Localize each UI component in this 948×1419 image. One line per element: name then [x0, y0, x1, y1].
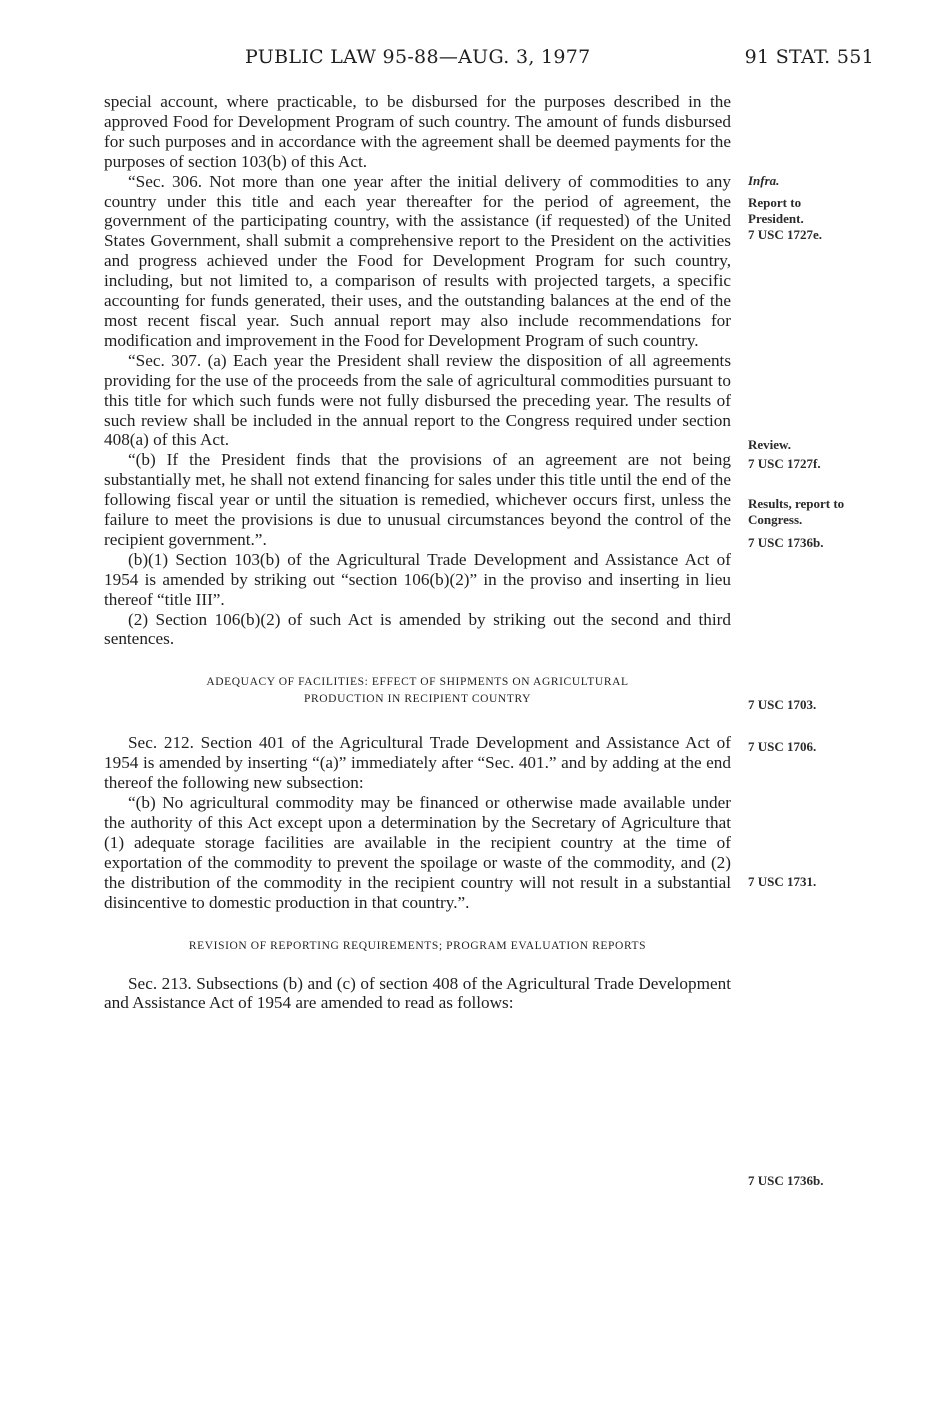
note-president: President.: [748, 211, 804, 226]
paragraph-special-account: special account, where practicable, to be disbursed for the purposes described in the approved Food for Development Program of such country. The amount of funds disbursed for such purposes and in accordance with the agreement shall be deemed payments for the purposes of section 103(b) of this Act.: [104, 92, 731, 171]
section-heading-adequacy: [104, 674, 731, 708]
heading-line-2: PRODUCTION IN RECIPIENT COUNTRY: [304, 693, 531, 706]
note-results-report-to: Results, report to: [748, 496, 845, 511]
section-text-212: Section 401 of the Agricultural Trade Development and Assistance Act of 1954 is amended by inserting “(a)” immediately after “Sec. 401.” and by adding at the end thereof the following new subsection:: [104, 733, 731, 793]
note-usc-1703: 7 USC 1703.: [748, 697, 817, 712]
running-title: PUBLIC LAW 95-88—AUG. 3, 1977: [245, 46, 591, 68]
note-usc-1727f: 7 USC 1727f.: [748, 456, 821, 471]
section-heading-reporting: REVISION OF REPORTING REQUIREMENTS; PROGRAM EVALUATION REPORTS: [188, 939, 647, 952]
section-text-213: Subsections (b) and (c) of section 408 of the Agricultural Trade Development and Assistance Act of 1954 are amended to read as follows:: [104, 973, 731, 1013]
section-text-307a: (a) Each year the President shall review the disposition of all agreements providing for the use of the proceeds from the sale of agricultural commodities pursuant to this title for which such funds were not fully disbursed the preceding year. The results of such review shall be included in the annual report to the Congress required under section 408(a) of this Act.: [104, 350, 732, 450]
page-header: [0, 46, 948, 76]
note-usc-1727e: 7 USC 1727e.: [748, 227, 823, 242]
note-infra: Infra.: [748, 173, 780, 188]
note-usc-1731: 7 USC 1731.: [748, 874, 817, 889]
note-report-to: Report to: [748, 195, 802, 210]
paragraph-sec-212: [104, 733, 731, 793]
law-text-body: [104, 92, 731, 1013]
section-label-306: “Sec. 306.: [128, 171, 203, 191]
statute-page-number: 91 STAT. 551: [744, 46, 874, 68]
paragraph-sec-401b: “(b) No agricultural commodity may be financed or otherwise made available under the authority of this Act except upon a determination by the Secretary of Agriculture that (1) adequate storage facilities are available in the recipient country at the time of exportation of the commodity to prevent the spoilage or waste of the commodity, and (2) the distribution of the commodity in the recipient country will not result in a substantial disincentive to domestic production in that country.”.: [104, 793, 731, 912]
section-text-306: Not more than one year after the initial delivery of commodities to any country under this title and each year thereafter for the period of agreement, the government of the participating country, with the assistance (if requested) of the United States Government, shall submit a comprehensive report to the President on the activities and progress achieved under the Food for Development Program for such country, including, but not limited to, a comparison of results with projected targets, a specific accounting for funds generated, their uses, and the outstanding balances at the end of the most recent fiscal year. Such annual report may also include recommendations for modification and improvement in the Food for Development Program of such country.: [104, 171, 731, 350]
paragraph-sec-213: [104, 974, 731, 1014]
paragraph-b2-amendment: (2) Section 106(b)(2) of such Act is amended by striking out the second and third sentences.: [104, 609, 731, 649]
note-usc-1736b-first: 7 USC 1736b.: [748, 535, 824, 550]
paragraph-sec-306: [104, 172, 731, 351]
note-usc-1736b-second: 7 USC 1736b.: [748, 1173, 824, 1188]
note-review: Review.: [748, 437, 791, 452]
section-label-212: Sec. 212.: [128, 733, 194, 753]
paragraph-sec-307a: [104, 351, 731, 451]
note-congress: Congress.: [748, 512, 803, 527]
paragraph-sec-307b: “(b) If the President finds that the provisions of an agreement are not being substantially met, he shall not extend financing for sales under this title until the end of the following fiscal year or until the situation is remedied, whichever occurs first, unless the failure to meet the provisions is due to unusual circumstances beyond the control of the recipient government.”.: [104, 450, 731, 549]
section-label-307: “Sec. 307.: [128, 350, 202, 370]
section-label-213: Sec. 213.: [128, 973, 192, 993]
note-usc-1706: 7 USC 1706.: [748, 739, 817, 754]
paragraph-b1-amendment: (b)(1) Section 103(b) of the Agricultural Trade Development and Assistance Act of 1954 is amended by striking out “section 106(b)(2)” in the proviso and inserting in lieu thereof “title III”.: [104, 549, 731, 609]
heading-line-1: ADEQUACY OF FACILITIES: EFFECT OF SHIPMENTS ON AGRICULTURAL: [206, 676, 629, 689]
